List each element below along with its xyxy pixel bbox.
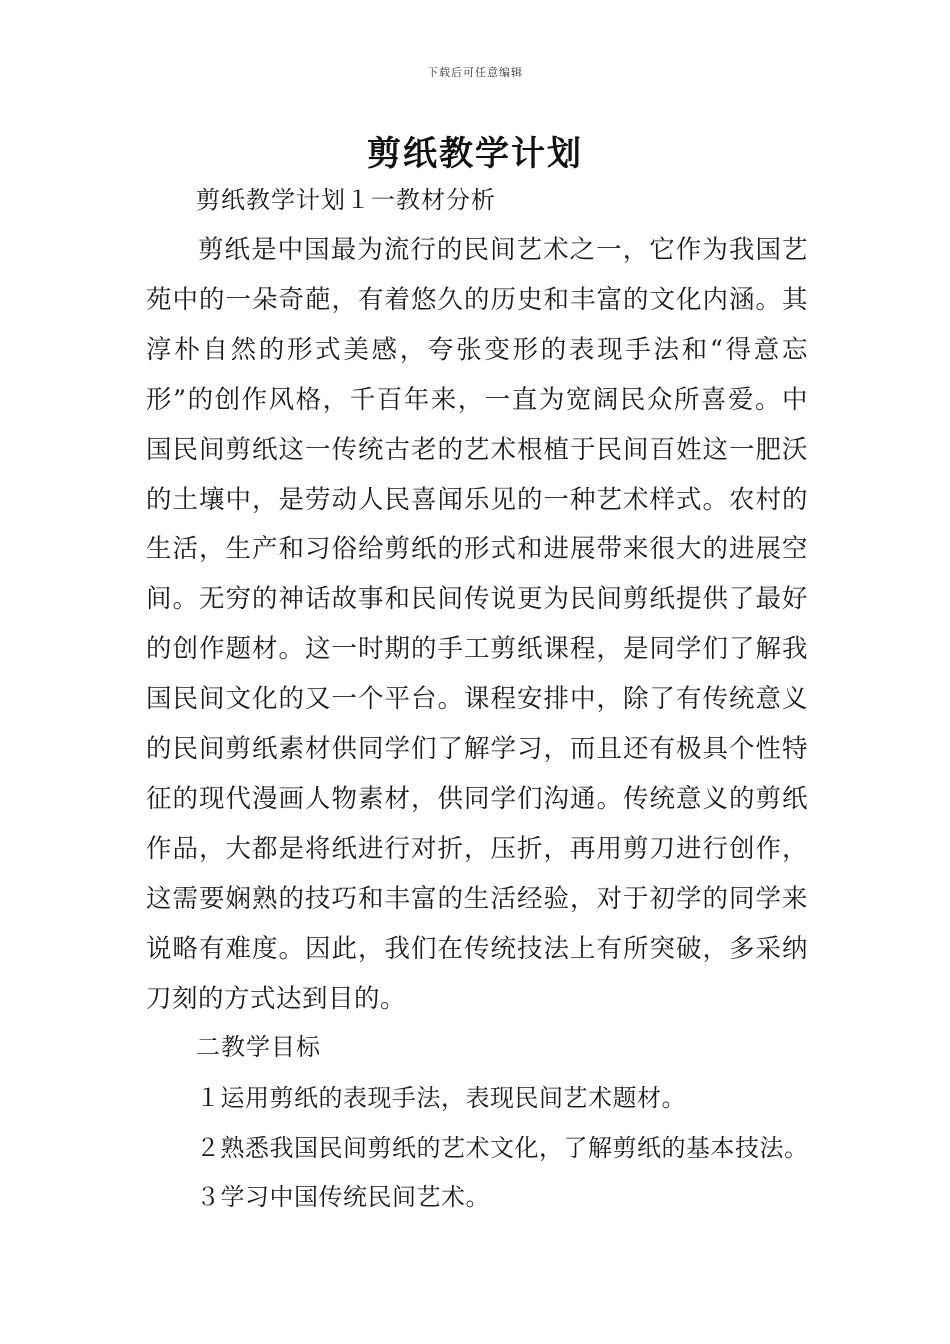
goal-item-3: ３学习中国传统民间艺术。: [196, 1183, 490, 1211]
header-note: 下载后可任意编辑: [427, 66, 523, 79]
section-heading: 二教学目标: [196, 1033, 321, 1061]
body-paragraph: 剪纸是中国最为流行的民间艺术之一，它作为我国艺苑中的一朵奇葩，有着悠久的历史和丰富的文化内涵。其淳朴自然的形式美感，夸张变形的表现手法和“得意忘形”的创作风格，千百年来，一直为宽阔民众所喜爱。中国民间剪纸这一传统古老的艺术根植于民间百姓这一肥沃的土壤中，是劳动人民喜闻乐见的一种艺术样式。农村的生活，生产和习俗给剪纸的形式和进展带来很大的进展空间。无穷的神话故事和民间传说更为民间剪纸提供了最好的创作题材。这一时期的手工剪纸课程，是同学们了解我国民间文化的又一个平台。课程安排中，除了有传统意义的民间剪纸素材供同学们了解学习，而且还有极具个性特征的现代漫画人物素材，供同学们沟通。传统意义的剪纸作品，大都是将纸进行对折，压折，再用剪刀进行创作，这需要娴熟的技巧和丰富的生活经验，对于初学的同学来说略有难度。因此，我们在传统技法上有所突破，多采纳刀刻的方式达到目的。: [146, 235, 808, 1014]
goal-item-1: １运用剪纸的表现手法，表现民间艺术题材。: [196, 1084, 686, 1112]
goal-item-2: ２熟悉我国民间剪纸的艺术文化，了解剪纸的基本技法。: [196, 1134, 809, 1162]
document-title: 剪纸教学计划: [367, 134, 583, 174]
document-subtitle: 剪纸教学计划１一教材分析: [196, 186, 496, 214]
